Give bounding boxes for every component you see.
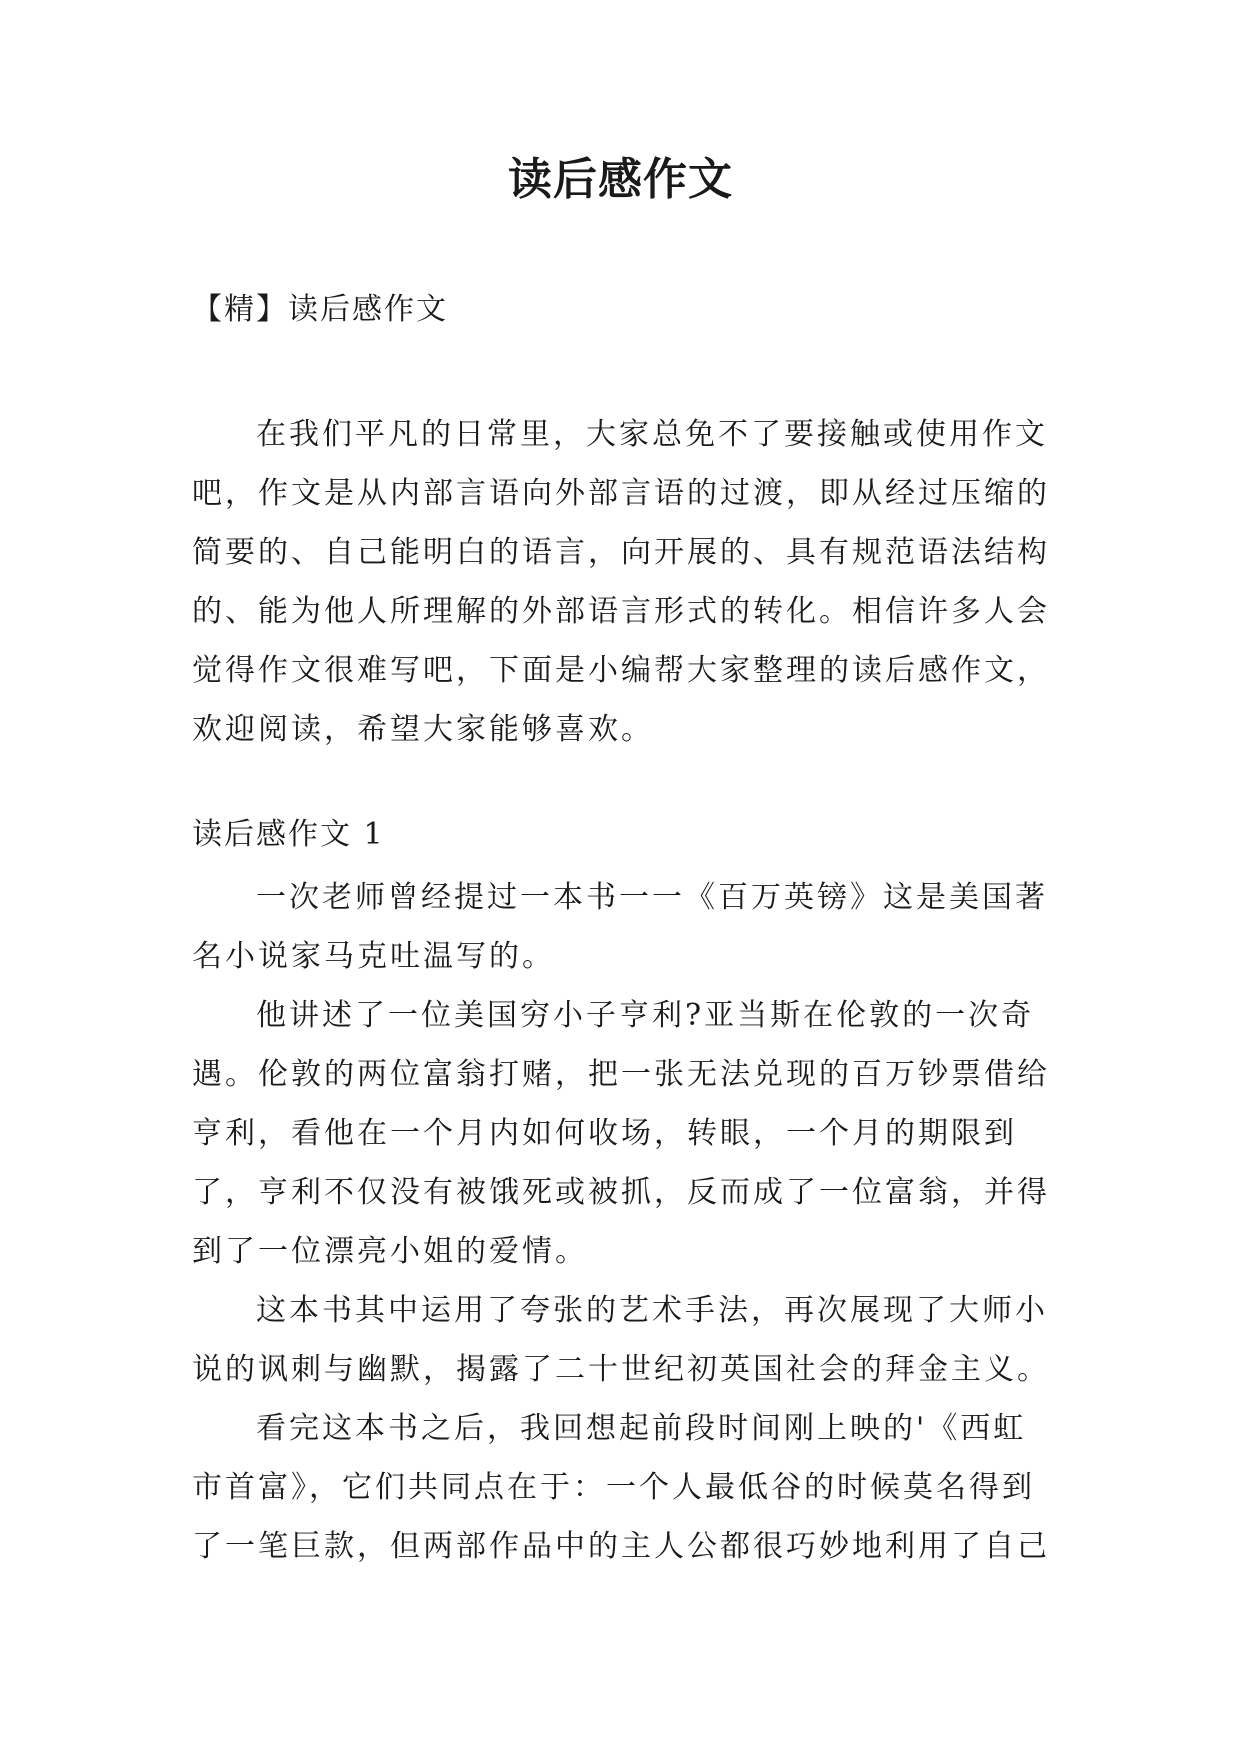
intro-paragraph: 在我们平凡的日常里，大家总免不了要接触或使用作文吧，作文是从内部言语向外部言语的过渡，即从经过压缩的简要的、自己能明白的语言，向开展的、具有规范语法结构的、能为他人所理解的外部语言形式的转化。相信许多人会觉得作文很难写吧，下面是小编帮大家整理的读后感作文，欢迎阅读，希望大家能够喜欢。 [192,417,1050,747]
body-paragraph-1: 一次老师曾经提过一本书一一《百万英镑》这是美国著名小说家马克吐温写的。 [192,880,1048,974]
body-paragraph-3: 这本书其中运用了夸张的艺术手法，再次展现了大师小说的讽刺与幽默，揭露了二十世纪初英国社会的拜金主义。 [192,1293,1050,1387]
document-title: 读后感作文 [508,154,733,205]
section-body [192,868,1052,1576]
body-paragraph-2: 他讲述了一位美国穷小子亨利?亚当斯在伦敦的一次奇遇。伦敦的两位富翁打赌，把一张无法兑现的百万钞票借给亨利，看他在一个月内如何收场，转眼，一个月的期限到了，亨利不仅没有被饿死或被抓，反而成了一位富翁，并得到了一位漂亮小姐的爱情。 [192,998,1050,1269]
body-paragraph-4: 看完这本书之后，我回想起前段时间刚上映的'《西虹市首富》，它们共同点在于：一个人最低谷的时候莫名得到了一笔巨款，但两部作品中的主人公都很巧妙地利用了自己 [192,1411,1050,1564]
section-heading: 读后感作文 1 [192,817,385,852]
document-subtitle: 【精】读后感作文 [192,292,448,327]
